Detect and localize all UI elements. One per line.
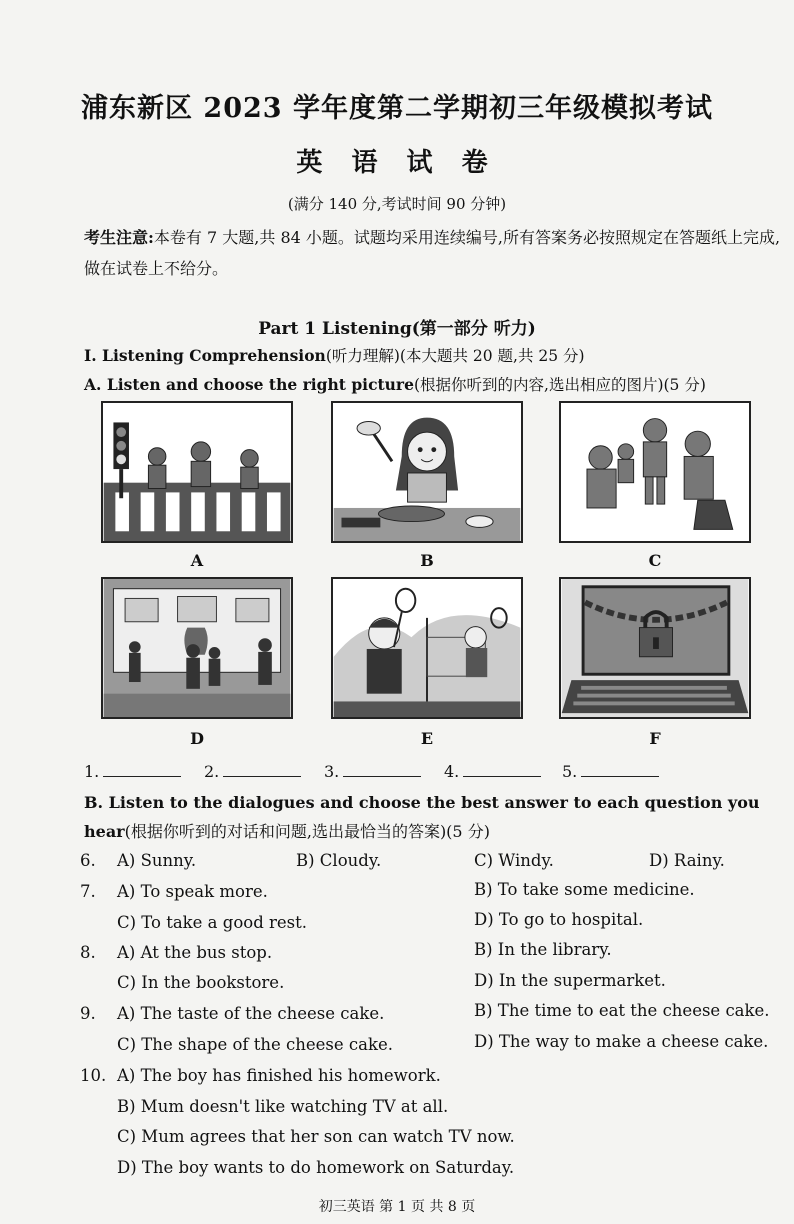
locked-computer-picture (559, 577, 751, 719)
exam-title: 浦东新区 2023 学年度第二学期初三年级模拟考试 (81, 93, 713, 124)
option-d: D) Rainy. (649, 851, 725, 870)
exam-meta: (满分 140 分,考试时间 90 分钟) (287, 195, 507, 213)
option-d: D) To go to hospital. (474, 910, 644, 929)
option-b: B) The time to eat the cheese cake. (474, 1001, 770, 1020)
question-number: 10. (80, 1066, 107, 1085)
option-b: B) Mum doesn't like watching TV at all. (117, 1097, 449, 1116)
answer-blank (463, 760, 541, 777)
answer-slot-4 (444, 760, 541, 781)
exam-subtitle: 英 语 试 卷 (296, 148, 498, 178)
option-a: A) Sunny. (117, 851, 197, 870)
crosswalk-children-picture (101, 401, 293, 543)
answer-blank (581, 760, 659, 777)
answer-number: 1. (84, 762, 100, 781)
picture-label-c: C (648, 551, 662, 570)
option-c: C) The shape of the cheese cake. (117, 1035, 393, 1054)
option-b: B) Cloudy. (296, 851, 382, 870)
option-b: B) To take some medicine. (474, 880, 695, 899)
question-number: 7. (80, 882, 96, 901)
section1-title: I. Listening Comprehension (84, 346, 326, 365)
option-c: C) In the bookstore. (117, 973, 285, 992)
answer-slot-2 (204, 760, 301, 781)
option-a: A) The taste of the cheese cake. (117, 1004, 385, 1023)
part1-title: Part 1 Listening(第一部分 听力) (258, 319, 536, 339)
option-a: A) To speak more. (117, 882, 268, 901)
sectionA-note: (根据你听到的内容,选出相应的图片)(5 分) (413, 376, 706, 394)
option-c: C) Windy. (474, 851, 554, 870)
sectionB-heading (84, 788, 784, 846)
badminton-picture (331, 577, 523, 719)
answer-number: 5. (562, 762, 578, 781)
sectionA-title: A. Listen and choose the right picture (84, 375, 414, 394)
exam-notice (84, 222, 784, 284)
girl-cooking-picture (331, 401, 523, 543)
museum-visit-picture (101, 577, 293, 719)
picture-label-e: E (420, 729, 434, 748)
answer-number: 3. (324, 762, 340, 781)
option-a: A) At the bus stop. (117, 943, 273, 962)
question-number: 9. (80, 1004, 96, 1023)
option-a: A) The boy has finished his homework. (117, 1066, 441, 1085)
option-c: C) To take a good rest. (117, 913, 307, 932)
picture-label-d: D (190, 729, 204, 748)
option-d: D) In the supermarket. (474, 971, 666, 990)
sectionB-title: B. Listen to the dialogues and choose the best answer to each question you hear (84, 793, 760, 841)
sectionA-heading (84, 373, 706, 395)
question-number: 8. (80, 943, 96, 962)
answer-blank (223, 760, 301, 777)
sectionB-note: (根据你听到的对话和问题,选出最恰当的答案)(5 分) (124, 822, 490, 841)
section1-heading (84, 344, 585, 366)
answer-number: 2. (204, 762, 220, 781)
answer-slot-1 (84, 760, 181, 781)
option-c: C) Mum agrees that her son can watch TV now. (117, 1127, 515, 1146)
section1-note: (听力理解)(本大题共 20 题,共 25 分) (325, 347, 585, 365)
option-b: B) In the library. (474, 940, 612, 959)
option-d: D) The boy wants to do homework on Saturday. (117, 1158, 515, 1177)
page-footer: 初三英语 第 1 页 共 8 页 (318, 1199, 476, 1215)
picture-label-f: F (649, 729, 661, 748)
notice-text: 本卷有 7 大题,共 84 小题。试题均采用连续编号,所有答案务必按照规定在答题纸上完成,做在试卷上不给分。 (84, 228, 781, 278)
answer-blank (343, 760, 421, 777)
picture-label-b: B (420, 551, 434, 570)
answer-slot-3 (324, 760, 421, 781)
answer-number: 4. (444, 762, 460, 781)
notice-label: 考生注意: (84, 228, 154, 247)
option-d: D) The way to make a cheese cake. (474, 1032, 769, 1051)
question-number: 6. (80, 851, 96, 870)
answer-blank (103, 760, 181, 777)
picture-label-a: A (190, 551, 204, 570)
children-picking-litter-picture (559, 401, 751, 543)
answer-slot-5 (562, 760, 659, 781)
